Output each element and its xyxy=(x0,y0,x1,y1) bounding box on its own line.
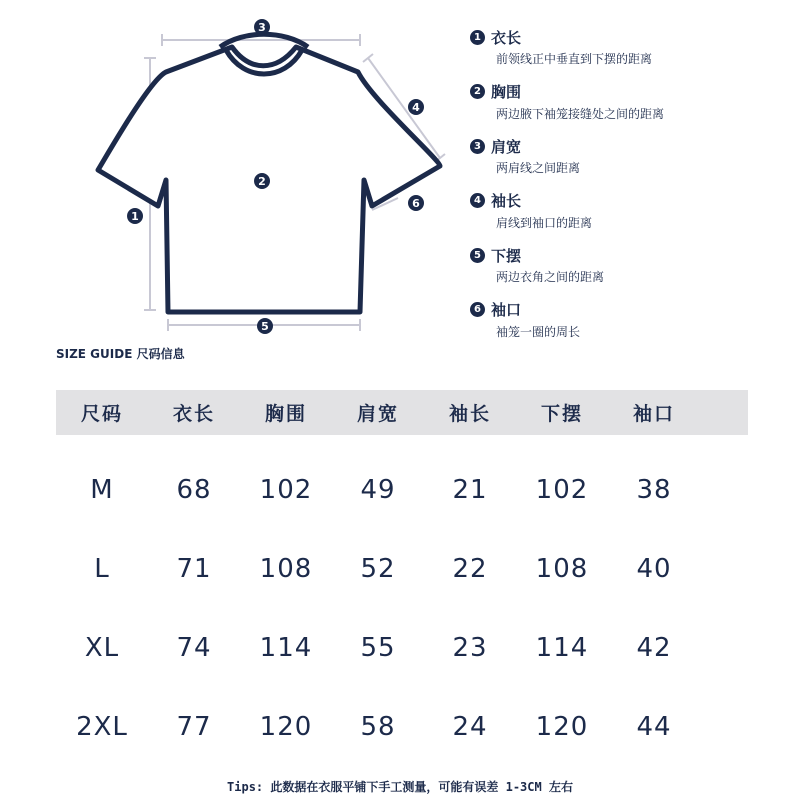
table-cell: L xyxy=(94,553,110,584)
table-cell: 38 xyxy=(636,474,672,505)
table-cell: 52 xyxy=(360,553,396,584)
table-cell: 21 xyxy=(452,474,488,505)
size-table-header xyxy=(56,390,748,435)
table-cell: 74 xyxy=(176,632,212,663)
number-badge: 4 xyxy=(470,193,485,208)
badge-2 xyxy=(254,173,270,189)
table-cell: 114 xyxy=(259,632,313,663)
legend-item-chest xyxy=(470,81,790,136)
number-badge: 1 xyxy=(470,30,485,45)
table-cell: M xyxy=(90,474,114,505)
badge-1 xyxy=(127,208,143,224)
legend-item-sleeve xyxy=(470,190,790,245)
column-header: 衣长 xyxy=(172,403,215,425)
table-cell: 102 xyxy=(535,474,589,505)
svg-text:2: 2 xyxy=(258,175,266,188)
measurement-legend xyxy=(470,26,790,353)
table-cell: 120 xyxy=(259,711,313,742)
number-badge: 2 xyxy=(470,84,485,99)
table-cell: 71 xyxy=(176,553,212,584)
table-cell: 77 xyxy=(176,711,212,742)
table-cell: 42 xyxy=(636,632,672,663)
table-row xyxy=(56,450,748,529)
svg-text:5: 5 xyxy=(261,320,269,333)
table-cell: 24 xyxy=(452,711,488,742)
badge-5 xyxy=(257,318,273,334)
table-cell: 68 xyxy=(176,474,212,505)
table-row xyxy=(56,529,748,608)
badge-4 xyxy=(408,99,424,115)
svg-text:3: 3 xyxy=(258,21,266,34)
table-cell: 2XL xyxy=(76,711,128,742)
column-header: 肩宽 xyxy=(356,403,399,425)
size-guide-title: SIZE GUIDE 尺码信息 xyxy=(56,347,185,361)
legend-desc: 前领线正中垂直到下摆的距离 xyxy=(496,52,653,66)
tips-text: Tips: 此数据在衣服平铺下手工测量，可能有误差 1-3CM 左右 xyxy=(227,780,573,794)
legend-title: 袖口 xyxy=(491,301,522,319)
svg-text:4: 4 xyxy=(412,101,420,114)
column-header: 下摆 xyxy=(540,403,583,425)
table-cell: 108 xyxy=(535,553,589,584)
tshirt-diagram xyxy=(0,0,470,350)
column-header: 尺码 xyxy=(80,403,123,425)
legend-item-cuff xyxy=(470,299,790,354)
legend-title: 袖长 xyxy=(491,192,522,210)
table-row xyxy=(56,608,748,687)
legend-item-shoulder xyxy=(470,135,790,190)
table-cell: 114 xyxy=(535,632,589,663)
column-header: 袖口 xyxy=(632,403,675,425)
badge-6 xyxy=(408,195,424,211)
legend-desc: 两肩线之间距离 xyxy=(496,161,581,175)
legend-title: 胸围 xyxy=(491,83,522,101)
table-cell: XL xyxy=(84,632,120,663)
legend-item-hem xyxy=(470,244,790,299)
svg-text:6: 6 xyxy=(412,197,420,210)
legend-desc: 肩线到袖口的距离 xyxy=(496,215,593,230)
size-table-body xyxy=(56,450,748,766)
legend-desc: 两边衣角之间的距离 xyxy=(496,270,605,284)
table-cell: 55 xyxy=(360,632,396,663)
column-header: 胸围 xyxy=(264,403,307,425)
table-row xyxy=(56,687,748,766)
legend-desc: 袖笼一圈的周长 xyxy=(496,324,581,339)
number-badge: 6 xyxy=(470,302,485,317)
table-cell: 49 xyxy=(360,474,396,505)
badge-3 xyxy=(254,19,270,35)
legend-desc: 两边腋下袖笼接缝处之间的距离 xyxy=(496,106,665,121)
table-cell: 44 xyxy=(636,711,672,742)
legend-title: 肩宽 xyxy=(491,137,522,156)
table-cell: 22 xyxy=(452,553,488,584)
table-cell: 102 xyxy=(259,474,313,505)
table-cell: 40 xyxy=(636,553,672,584)
number-badge: 5 xyxy=(470,248,485,263)
svg-text:1: 1 xyxy=(131,210,139,223)
column-header: 袖长 xyxy=(448,403,491,425)
table-cell: 108 xyxy=(259,553,313,584)
legend-item-length xyxy=(470,26,790,81)
legend-title: 衣长 xyxy=(491,28,522,47)
number-badge: 3 xyxy=(470,139,485,154)
table-cell: 120 xyxy=(535,711,589,742)
legend-title: 下摆 xyxy=(491,246,522,265)
table-cell: 58 xyxy=(360,711,396,742)
table-cell: 23 xyxy=(452,632,488,663)
